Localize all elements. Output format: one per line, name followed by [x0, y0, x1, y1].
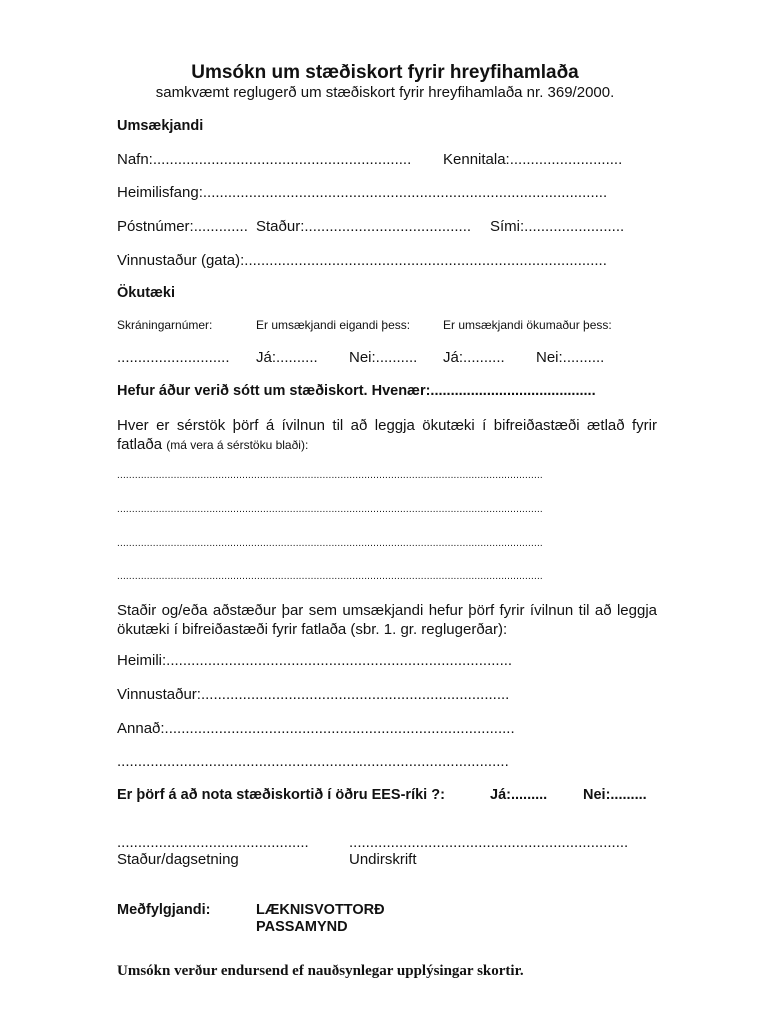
address-field[interactable]: Heimilisfang:.................................................................................................: [117, 184, 608, 201]
need-question: [117, 416, 657, 455]
place-field[interactable]: Staður:........................................: [256, 218, 472, 235]
attachment-medical-certificate: LÆKNISVOTTORÐ: [256, 902, 385, 918]
ssn-field[interactable]: Kennitala:...........................: [443, 151, 623, 168]
name-field[interactable]: Nafn:..............................................................: [117, 151, 412, 168]
other-extra-field[interactable]: ..............................................................................................: [117, 753, 509, 770]
driver-label: Er umsækjandi ökumaður þess:: [443, 318, 612, 332]
workplace-field[interactable]: Vinnustaður (gata):.......................................................................................: [117, 252, 607, 269]
need-line[interactable]: ...............................................................................................................................................: [117, 538, 543, 549]
need-question-note: (má vera á sérstöku blaði):: [166, 438, 309, 452]
need-line[interactable]: ...............................................................................................................................................: [117, 571, 543, 582]
phone-field[interactable]: Sími:........................: [490, 218, 625, 235]
reg-number-label: Skráningarnúmer:: [117, 318, 213, 332]
need-line[interactable]: ...............................................................................................................................................: [117, 470, 543, 481]
page-title: Umsókn um stæðiskort fyrir hreyfihamlaða: [191, 62, 579, 83]
driver-no-field[interactable]: Nei:..........: [536, 349, 605, 366]
reg-number-field[interactable]: ...........................: [117, 349, 230, 366]
work-field[interactable]: Vinnustaður:..........................................................................: [117, 686, 510, 703]
ees-question: Er þörf á að nota stæðiskortið í öðru EES-ríki ?:: [117, 787, 445, 803]
applicant-heading: Umsækjandi: [117, 118, 204, 134]
place-date-label: Staður/dagsetning: [117, 851, 239, 868]
attachment-passport-photo: PASSAMYND: [256, 919, 348, 935]
vehicle-heading: Ökutæki: [117, 285, 176, 301]
page-subtitle: samkvæmt reglugerð um stæðiskort fyrir hreyfihamlaða nr. 369/2000.: [155, 84, 615, 101]
owner-yes-field[interactable]: Já:..........: [256, 349, 318, 366]
other-field[interactable]: Annað:....................................................................................: [117, 720, 515, 737]
postcode-field[interactable]: Póstnúmer:.............: [117, 218, 248, 235]
driver-yes-field[interactable]: Já:..........: [443, 349, 505, 366]
attachments-label: Meðfylgjandi:: [117, 902, 211, 918]
signature-label: Undirskrift: [349, 851, 417, 868]
previous-application-field[interactable]: Hefur áður verið sótt um stæðiskort. Hvenær:.........................................: [117, 383, 596, 399]
owner-no-field[interactable]: Nei:..........: [349, 349, 418, 366]
footer-note: Umsókn verður endursend ef nauðsynlegar upplýsingar skortir.: [117, 963, 524, 979]
need-question-text: Hver er sérstök þörf á ívilnun til að leggja ökutæki í bifreiðastæði ætlað fyrir fatlaða: [117, 417, 657, 453]
signature-field[interactable]: ...................................................................: [349, 834, 629, 851]
need-line[interactable]: ...............................................................................................................................................: [117, 504, 543, 515]
home-field[interactable]: Heimili:...................................................................................: [117, 652, 513, 669]
owner-label: Er umsækjandi eigandi þess:: [256, 318, 411, 332]
places-question: Staðir og/eða aðstæður þar sem umsækjandi hefur þörf fyrir ívilnun til að leggja ökutæki í bifreiðastæði fyrir fatlaða (sbr. 1. gr. reglugerðar):: [117, 602, 657, 638]
place-date-field[interactable]: ..............................................: [117, 834, 309, 851]
ees-yes-field[interactable]: Já:.........: [490, 787, 548, 803]
ees-no-field[interactable]: Nei:.........: [583, 787, 647, 803]
